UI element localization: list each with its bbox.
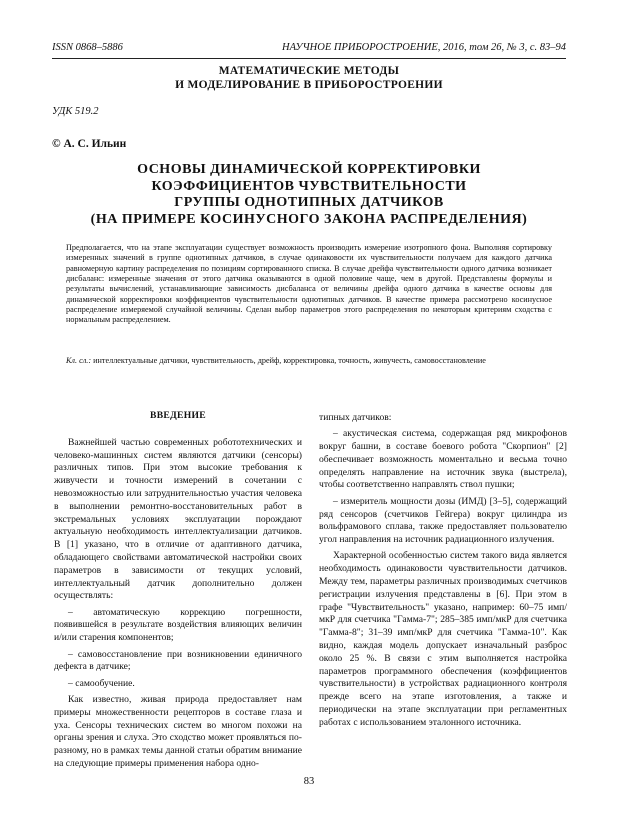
header-rule xyxy=(52,58,566,59)
section-title-line: МАТЕМАТИЧЕСКИЕ МЕТОДЫ xyxy=(218,65,400,77)
title-line: КОЭФФИЦИЕНТОВ ЧУВСТВИТЕЛЬНОСТИ xyxy=(151,178,467,194)
article-title xyxy=(60,162,558,228)
paragraph: Характерной особенностью систем такого вида является необходимость одинаковости чувствительности датчиков. Между тем, параметры различных производимых счетчиков регистрации излучения представлены в [6]. При этом в графе "Чувствительность" указано, например: 60–75 имп/мкР для счетчика "Гамма-7"; 285–385 имп/мкР для счетчика "Гамма-8"; 31–39 имп/мкР для счетчика "Гамма-10". Как видно, каждая модель допускает изначальный разброс около 25 %. В связи с этим выполняется настройка параметров программного обеспечения (коэффициентов чувствительности) в устройствах радиационного контроля прежде всего на этапе изготовления, а также и периодически на этапе эксплуатации при регламентных работах с использованием эталонного источника. xyxy=(319,550,567,728)
section-title xyxy=(0,64,618,92)
keywords-label: Кл. сл.: xyxy=(66,356,92,365)
title-line: ОСНОВЫ ДИНАМИЧЕСКОЙ КОРРЕКТИРОВКИ xyxy=(137,162,481,177)
paragraph: Важнейшей частью современных робототехнических и человеко-машинных систем являются датчики (сенсоры) различных типов. При этом высокие требования к живучести и точности измерений в сочетании с невозможностью или затруднительностью участия человека в выполнении ремонтно-восстановительных работ в экстремальных условиях эксплуатации порождают актуальную необходимость интеллектуализации датчиков. В [1] указано, что в отличие от адаптивного датчика, обладающего свойствами автоматической настройки своих параметров в зависимости от текущих условий, интеллектуальный датчик дополнительно должен осуществлять: xyxy=(54,436,302,602)
udk-code: УДК 519.2 xyxy=(52,106,99,117)
paragraph: типных датчиков: xyxy=(319,412,392,423)
paragraph: Как известно, живая природа предоставляет нам примеры множественности рецепторов в составе глаза и уха. Сенсоры технических систем во многом похожи на органы зрения и слуха. Это сходство может проявляться по-разному, но в рамках темы данной статьи обратим внимание на следующие примеры применения набора одно- xyxy=(54,693,302,769)
issn: ISSN 0868–5886 xyxy=(52,42,123,53)
title-line: ГРУППЫ ОДНОТИПНЫХ ДАТЧИКОВ xyxy=(174,195,444,210)
running-header xyxy=(52,42,566,53)
list-item: – измеритель мощности дозы (ИМД) [3–5], содержащий ряд сенсоров (счетчиков Гейгера) вокруг цилиндра из вольфрамового сплава, также предоставляет пользователю угол направления на источник радиационного излучения. xyxy=(319,495,567,546)
abstract: Предполагается, что на этапе эксплуатации существует возможность производить измерение изотропного фона. Выполняя сортировку измеренных значений в группе однотипных датчиков, в случае одинаковости их чувствительности получаем для каждого датчика равномерную картину распределения по позициям сортированного списка. В случае дрейфа чувствительности одного датчика возникает дисбаланс: измеренные значения от этого датчика оказываются в одной половине чаще, чем в другой. Представлены формулы и результаты вычислений, устанавливающие зависимость дисбаланса от величины дрейфа одного датчика в качестве основы для динамической корректировки коэффициентов чувствительности однотипных датчиков. В качестве примера рассмотрено косинусное распределение измеряемой случайной величины. Сделан выбор параметров этого распределения по некоторым критериям сходства с нормальным распределением. xyxy=(66,243,552,325)
list-item: – акустическая система, содержащая ряд микрофонов вокруг башни, в составе боевого робота "Скорпион" [2] обеспечивает возможность моментально и весьма точно определять направление на источник звука (выстрела), чтобы соответственно направлять ствол пушки; xyxy=(319,428,567,491)
intro-heading: ВВЕДЕНИЕ xyxy=(150,410,206,421)
list-item: – автоматическую коррекцию погрешности, появившейся в результате воздействия влияющих величин и/или старения компонентов; xyxy=(54,606,302,644)
list-item: – самовосстановление при возникновении единичного дефекта в датчике; xyxy=(54,648,302,673)
keywords xyxy=(66,356,552,366)
title-line: (НА ПРИМЕРЕ КОСИНУСНОГО ЗАКОНА РАСПРЕДЕЛЕНИЯ) xyxy=(90,211,528,227)
journal-citation: НАУЧНОЕ ПРИБОРОСТРОЕНИЕ, 2016, том 26, № 3, c. 83–94 xyxy=(282,42,566,53)
list-item: – самообучение. xyxy=(68,677,135,689)
author: © А. С. Ильин xyxy=(52,138,127,150)
section-title-line: И МОДЕЛИРОВАНИЕ В ПРИБОРОСТРОЕНИИ xyxy=(175,79,443,91)
page-number: 83 xyxy=(303,776,315,787)
left-column xyxy=(54,410,302,774)
right-column xyxy=(319,412,567,733)
keywords-text: интеллектуальные датчики, чувствительность, дрейф, корректировка, точность, живучесть, самовосстановление xyxy=(91,356,486,365)
